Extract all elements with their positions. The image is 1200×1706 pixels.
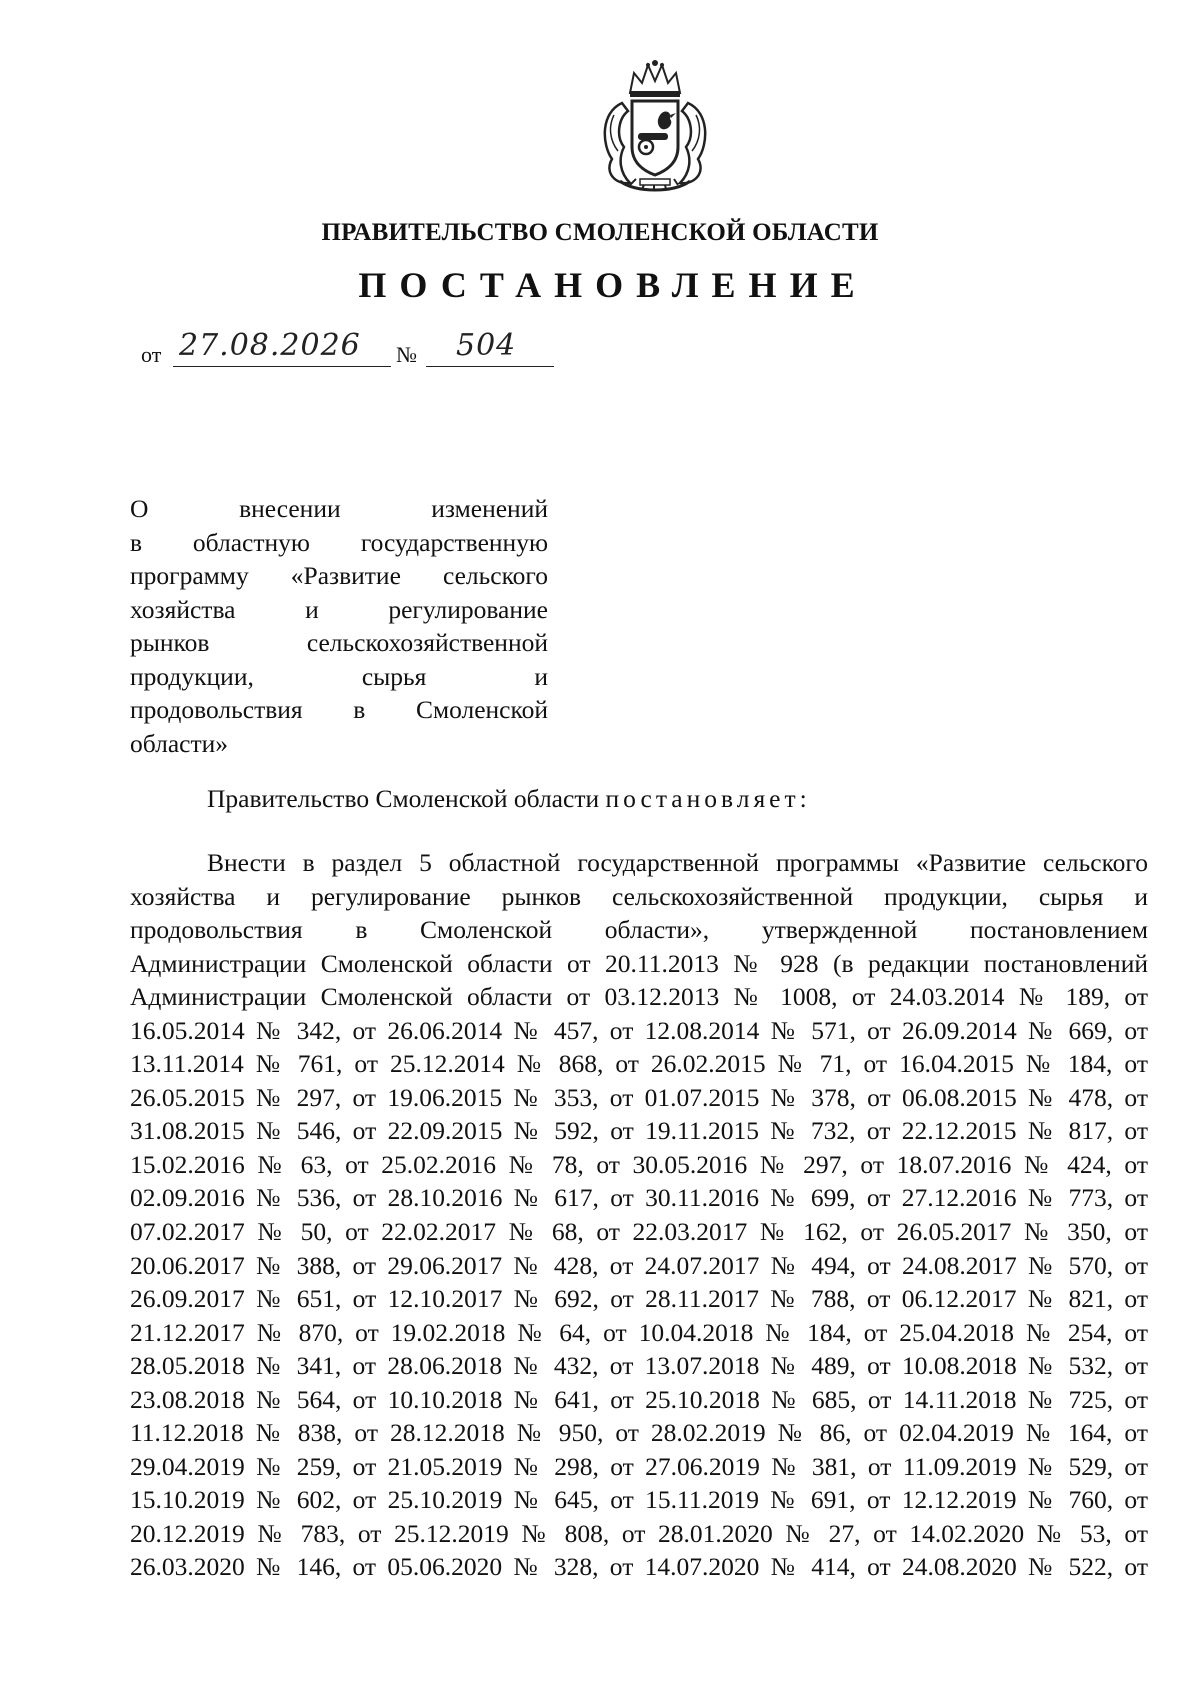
- document-subject: [130, 492, 548, 760]
- subject-line: области»: [130, 728, 228, 758]
- resolution-intro: [207, 784, 811, 814]
- body-line: 13.11.2014 № 761, от 25.12.2014 № 868, от 26.02.2015 № 71, от 16.04.2015 № 184, от: [130, 1049, 1148, 1079]
- organization-title: ПРАВИТЕЛЬСТВО СМОЛЕНСКОЙ ОБЛАСТИ: [321, 219, 879, 246]
- document-date: 27.08.2026: [179, 328, 361, 363]
- document-type-title: ПОСТАНОВЛЕНИЕ: [358, 265, 868, 305]
- body-line: Внести в раздел 5 областной государственной программы «Развитие сельского: [207, 848, 1148, 877]
- intro-resolves: постановляет:: [605, 784, 811, 813]
- number-label: №: [396, 342, 417, 367]
- subject-line: рынков сельскохозяйственной: [130, 628, 548, 657]
- body-line: Администрации Смоленской области от 20.11.2013 № 928 (в редакции постановлений: [130, 948, 1148, 978]
- body-line: 23.08.2018 № 564, от 10.10.2018 № 641, от 25.10.2018 № 685, от 14.11.2018 № 725, от: [130, 1384, 1148, 1414]
- subject-line: программу «Развитие сельского: [130, 561, 548, 590]
- subject-line: хозяйства и регулирование: [130, 594, 548, 624]
- body-line: 20.12.2019 № 783, от 25.12.2019 № 808, от 28.01.2020 № 27, от 14.02.2020 № 53, от: [130, 1518, 1148, 1548]
- body-line: 21.12.2017 № 870, от 19.02.2018 № 64, от 10.04.2018 № 184, от 25.04.2018 № 254, от: [130, 1317, 1148, 1347]
- body-line: Администрации Смоленской области от 03.12.2013 № 1008, от 24.03.2014 № 189, от: [130, 982, 1148, 1012]
- number-underline: [426, 366, 554, 367]
- body-line: 02.09.2016 № 536, от 28.10.2016 № 617, от 30.11.2016 № 699, от 27.12.2016 № 773, от: [130, 1183, 1148, 1213]
- body-line: 31.08.2015 № 546, от 22.09.2015 № 592, от 19.11.2015 № 732, от 22.12.2015 № 817, от: [130, 1116, 1148, 1146]
- body-line: 26.03.2020 № 146, от 05.06.2020 № 328, от 14.07.2020 № 414, от 24.08.2020 № 522, от: [130, 1552, 1148, 1582]
- subject-line: в областную государственную: [130, 527, 548, 557]
- body-line: 15.02.2016 № 63, от 25.02.2016 № 78, от 30.05.2016 № 297, от 18.07.2016 № 424, от: [130, 1149, 1148, 1179]
- body-line: 16.05.2014 № 342, от 26.06.2014 № 457, от 12.08.2014 № 571, от 26.09.2014 № 669, от: [130, 1015, 1148, 1045]
- intro-lead: Правительство Смоленской области: [207, 784, 606, 813]
- body-line: продовольствия в Смоленской области», утвержденной постановлением: [130, 915, 1148, 945]
- body-line: 28.05.2018 № 341, от 28.06.2018 № 432, от 13.07.2018 № 489, от 10.08.2018 № 532, от: [130, 1351, 1148, 1381]
- body-line: 29.04.2019 № 259, от 21.05.2019 № 298, от 27.06.2019 № 381, от 11.09.2019 № 529, от: [130, 1451, 1148, 1481]
- subject-line: продовольствия в Смоленской: [130, 695, 548, 724]
- body-line: 26.09.2017 № 651, от 12.10.2017 № 692, от 28.11.2017 № 788, от 06.12.2017 № 821, от: [130, 1284, 1148, 1314]
- document-body: [130, 846, 1148, 1584]
- subject-line: О внесении изменений: [130, 494, 548, 523]
- body-line: хозяйства и регулирование рынков сельскохозяйственной продукции, сырья и: [130, 881, 1148, 911]
- document-meta: [141, 328, 561, 368]
- body-line: 07.02.2017 № 50, от 22.02.2017 № 68, от 22.03.2017 № 162, от 26.05.2017 № 350, от: [130, 1217, 1148, 1247]
- date-label: от: [141, 342, 162, 367]
- coat-of-arms-icon: [590, 55, 720, 195]
- subject-line: продукции, сырья и: [130, 661, 548, 691]
- date-underline: [173, 366, 391, 367]
- document-number: 504: [456, 328, 517, 363]
- body-line: 20.06.2017 № 388, от 29.06.2017 № 428, от 24.07.2017 № 494, от 24.08.2017 № 570, от: [130, 1250, 1148, 1280]
- body-line: 15.10.2019 № 602, от 25.10.2019 № 645, от 15.11.2019 № 691, от 12.12.2019 № 760, от: [130, 1485, 1148, 1515]
- body-line: 11.12.2018 № 838, от 28.12.2018 № 950, от 28.02.2019 № 86, от 02.04.2019 № 164, от: [130, 1418, 1148, 1448]
- body-line: 26.05.2015 № 297, от 19.06.2015 № 353, от 01.07.2015 № 378, от 06.08.2015 № 478, от: [130, 1082, 1148, 1112]
